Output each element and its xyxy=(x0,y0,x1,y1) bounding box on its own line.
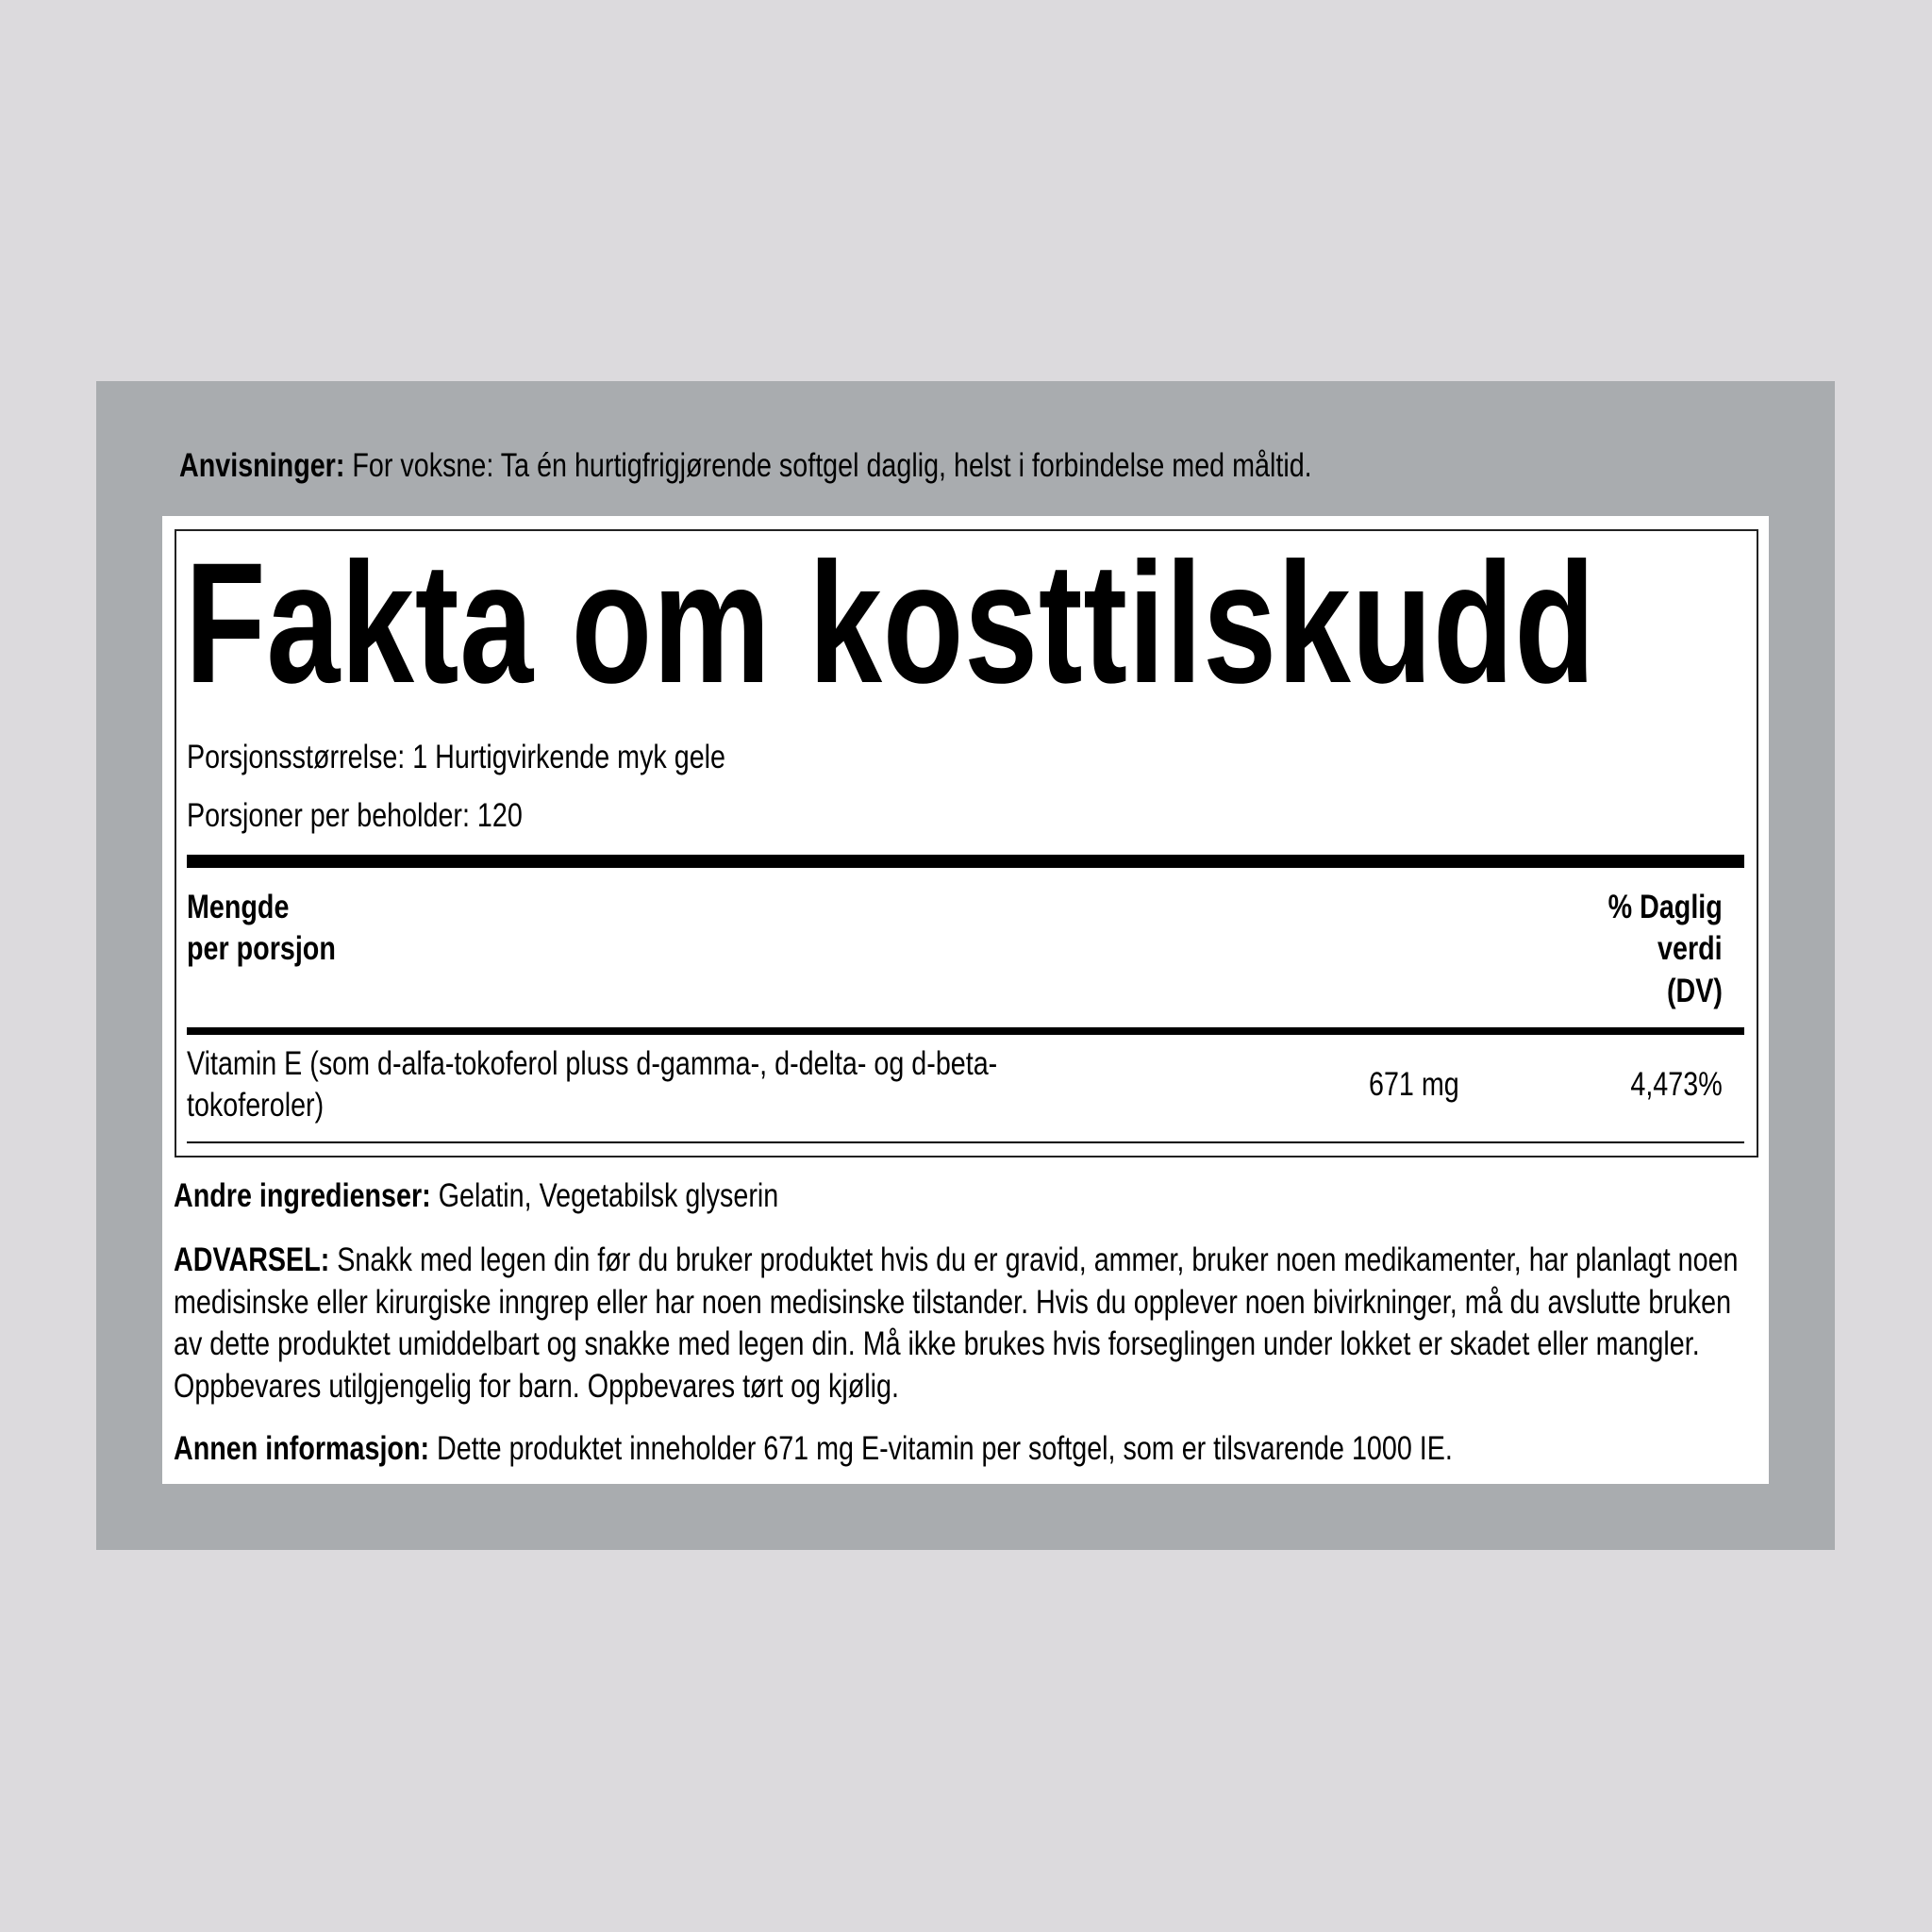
nutrient-name-line2: tokoferoler) xyxy=(187,1087,325,1124)
warning-label: ADVARSEL: xyxy=(174,1241,330,1278)
warning-text: Snakk med legen din før du bruker produktet hvis du er gravid, ammer, bruker noen medikamenter, har planlagt noen medisinske eller kirurgiske inngrep eller har noen medisinske tilstander. Hvis du opplever noen bivirkninger, må du avslutte bruken av dette produktet umiddelbart og snakke med legen din. Må ikke brukes hvis forseglingen under lokket er skadet eller mangler. Oppbevares utilgjengelig for barn. Oppbevares tørt og kjølig. xyxy=(174,1241,1739,1405)
other-info xyxy=(174,1428,1453,1470)
facts-title: Fakta om kosttilskudd xyxy=(185,526,1596,719)
amount-header-2: per porsjon xyxy=(187,930,336,967)
thick-divider xyxy=(187,855,1744,868)
other-ingredients-text: Gelatin, Vegetabilsk glyserin xyxy=(430,1177,779,1214)
directions-label: Anvisninger: xyxy=(179,447,345,484)
nutrient-name-line1: Vitamin E (som d-alfa-tokoferol pluss d-gamma-, d-delta- og d-beta- xyxy=(187,1045,998,1082)
dv-header-2: verdi xyxy=(1657,930,1723,967)
directions-text: For voksne: Ta én hurtigfrigjørende softgel daglig, helst i forbindelse med måltid. xyxy=(344,447,1312,484)
serving-size: Porsjonsstørrelse: 1 Hurtigvirkende myk gele xyxy=(187,739,726,775)
dv-header-1: % Daglig xyxy=(1607,889,1723,925)
amount-header-1: Mengde xyxy=(187,889,290,925)
servings-per-container: Porsjoner per beholder: 120 xyxy=(187,797,523,834)
directions xyxy=(179,445,1312,487)
nutrient-dv: 4,473% xyxy=(1630,1066,1723,1103)
dv-header-3: (DV) xyxy=(1667,973,1723,1009)
thin-divider xyxy=(187,1141,1744,1143)
other-info-text: Dette produktet inneholder 671 mg E-vitamin per softgel, som er tilsvarende 1000 IE. xyxy=(429,1430,1453,1467)
warning xyxy=(174,1240,1763,1407)
nutrient-amount: 671 mg xyxy=(1369,1066,1459,1103)
other-ingredients-label: Andre ingredienser: xyxy=(174,1177,431,1214)
other-ingredients xyxy=(174,1175,778,1217)
medium-divider xyxy=(187,1027,1744,1035)
other-info-label: Annen informasjon: xyxy=(174,1430,430,1467)
